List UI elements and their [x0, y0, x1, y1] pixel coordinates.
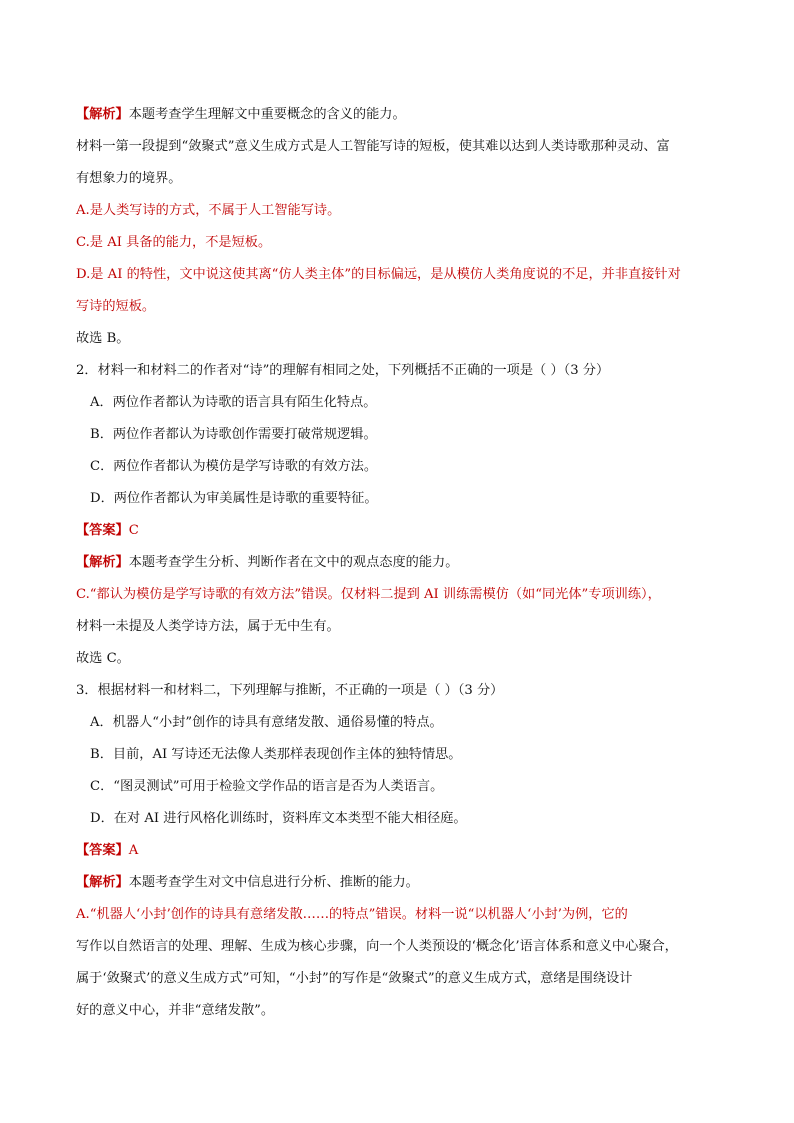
question-3-answer: [76, 840, 736, 861]
answer-value: C: [128, 523, 139, 538]
analysis-text: 本题考查学生对文中信息进行分析、推断的能力。: [128, 875, 419, 890]
analysis-option-c: C.是 AI 具备的能力，不是短板。: [76, 235, 272, 250]
answer-label: 【答案】: [76, 843, 129, 858]
conclusion-2: 故选 C。: [76, 651, 130, 666]
analysis-label: 【解析】: [76, 107, 129, 122]
question-3-option-a: A．机器人“小封”创作的诗具有意绪发散、通俗易懂的特点。: [90, 715, 443, 730]
question-2-answer: [76, 520, 736, 541]
analysis-text: 本题考查学生理解文中重要概念的含义的能力。: [128, 107, 406, 122]
analysis-option-d-line: D.是 AI 的特性，文中说这使其离“仿人类主体”的目标偏远，是从模仿人类角度说的不足，并非直接针对: [76, 267, 681, 282]
answer-label: 【答案】: [76, 523, 129, 538]
document-content: [76, 104, 736, 1032]
question-2-explanation-line: 材料一未提及人类学诗方法，属于无中生有。: [76, 619, 340, 634]
question-3-explanation-line: A.“机器人‘小封’创作的诗具有意绪发散……的特点”错误。材料一说“以机器人‘小封’为例，它的: [76, 907, 628, 922]
question-2-explanation-line: C.“都认为模仿是学写诗歌的有效方法”错误。仅材料二提到 AI 训练需模仿（如“同光体”专项训练），: [76, 587, 661, 602]
analysis-label: 【解析】: [76, 875, 129, 890]
question-3-explanation-line: 属于‘敛聚式’的意义生成方式”可知，“小封”的写作是“敛聚式”的意义生成方式，意绪是围绕设计: [76, 971, 633, 986]
question-2-option-b: B．两位作者都认为诗歌创作需要打破常规逻辑。: [90, 427, 377, 442]
question-2-option-d: D．两位作者都认为审美属性是诗歌的重要特征。: [90, 491, 378, 506]
question-3-analysis: [76, 872, 736, 893]
question-3-explanation-line: 写作以自然语言的处理、理解、生成为核心步骤，向一个人类预设的‘概念化’语言体系和意义中心聚合，: [76, 939, 678, 954]
analysis-heading-1: [76, 104, 736, 125]
analysis-paragraph-line: 材料一第一段提到“敛聚式”意义生成方式是人工智能写诗的短板，使其难以达到人类诗歌那种灵动、富: [76, 139, 670, 154]
question-3-option-c: C．“图灵测试”可用于检验文学作品的语言是否为人类语言。: [90, 779, 444, 794]
conclusion-1: 故选 B。: [76, 331, 130, 346]
question-2-analysis: [76, 552, 736, 573]
analysis-text: 本题考查学生分析、判断作者在文中的观点态度的能力。: [128, 555, 459, 570]
question-2-stem: 2．材料一和材料二的作者对“诗”的理解有相同之处，下列概括不正确的一项是（ ）（3 分）: [76, 363, 610, 378]
analysis-option-d-line: 写诗的短板。: [76, 299, 156, 314]
question-2-option-c: C．两位作者都认为模仿是学写诗歌的有效方法。: [90, 459, 378, 474]
question-3-stem: 3．根据材料一和材料二，下列理解与推断，不正确的一项是（ ）（3 分）: [76, 683, 504, 698]
question-3-option-d: D．在对 AI 进行风格化训练时，资料库文本类型不能大相径庭。: [90, 811, 467, 826]
question-3-explanation-line: 好的意义中心，并非“意绪发散”。: [76, 1003, 275, 1018]
analysis-option-a: A.是人类写诗的方式，不属于人工智能写诗。: [76, 203, 341, 218]
analysis-paragraph-line: 有想象力的境界。: [76, 171, 182, 186]
answer-value: A: [128, 843, 139, 858]
question-2-option-a: A．两位作者都认为诗歌的语言具有陌生化特点。: [90, 395, 377, 410]
question-3-option-b: B．目前，AI 写诗还无法像人类那样表现创作主体的独特情思。: [90, 747, 462, 762]
analysis-label: 【解析】: [76, 555, 129, 570]
